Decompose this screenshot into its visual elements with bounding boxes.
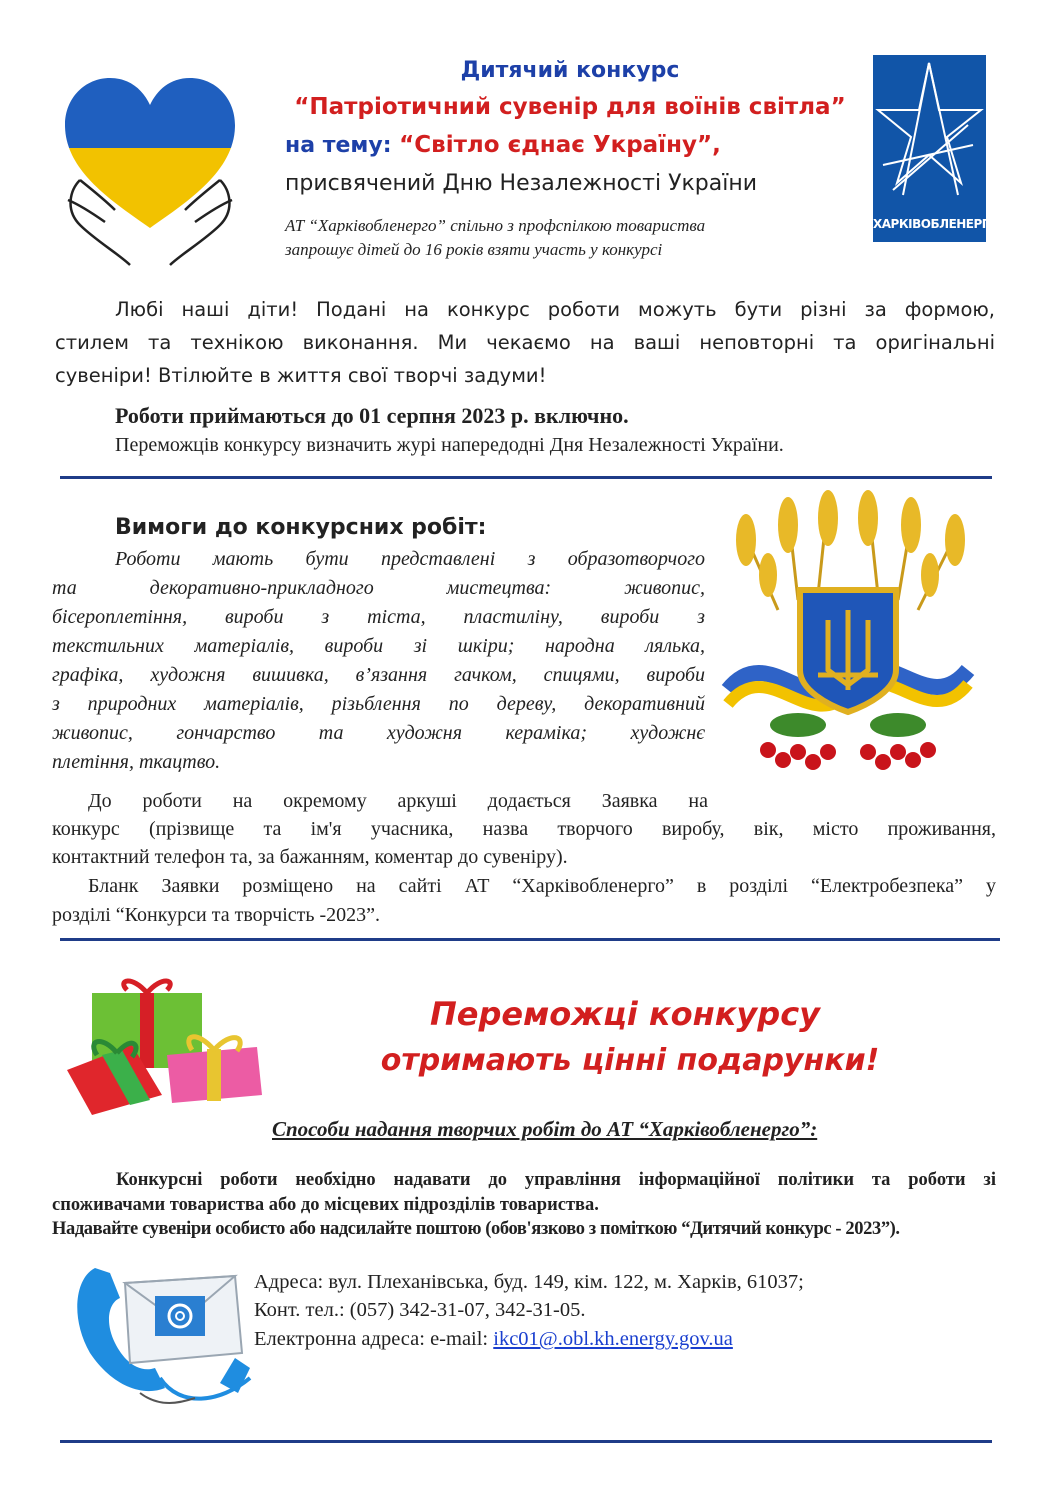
methods-heading: Способи надання творчих робіт до АТ “Харківобленерго”: xyxy=(272,1117,818,1141)
requirements-line: Роботи мають бути представлені з образотворчого xyxy=(115,548,705,570)
gift-boxes-illustration xyxy=(62,975,272,1120)
logo-text: ХАРКІВОБЛЕНЕРГО xyxy=(873,217,999,231)
divider-1 xyxy=(60,476,992,479)
application-line1: До роботи на окремому аркуші додається Заявка на xyxy=(88,790,708,812)
blank-line2: розділі “Конкурси та творчість -2023”. xyxy=(52,904,381,926)
deadline-text: Роботи приймаються до 01 серпня 2023 р. включно. xyxy=(115,403,629,428)
heart-hands-illustration xyxy=(50,60,250,275)
jury-text: Переможців конкурсу визначить журі напередодні Дня Незалежності України. xyxy=(115,434,784,456)
contact-address: Адреса: вул. Плеханівська, буд. 149, кім. 122, м. Харків, 61037; xyxy=(254,1271,804,1293)
application-line2: конкурс (прізвище та ім'я учасника, назва творчого виробу, вік, місто проживання, xyxy=(52,818,996,840)
blank-line1: Бланк Заявки розміщено на сайті АТ “Харківобленерго” в розділі “Електробезпека” у xyxy=(88,875,996,897)
theme-highlight: “Світло єднає Україну”, xyxy=(399,132,721,158)
contact-email-row xyxy=(254,1328,733,1351)
application-line3: контактний телефон та, за бажанням, коментар до сувеніру). xyxy=(52,846,568,868)
company-logo xyxy=(873,55,999,242)
requirements-line: плетіння, ткацтво. xyxy=(52,751,221,773)
intro-line1: Любі наші діти! Подані на конкурс роботи можуть бути різні за формою, xyxy=(115,298,995,321)
methods-line2: споживачами товариства або до місцевих підрозділів товариства. xyxy=(52,1195,599,1215)
phone-mail-illustration xyxy=(70,1258,255,1408)
contest-name: “Патріотичний сувенір для воїнів світла” xyxy=(294,94,846,120)
requirements-line: живопис, гончарство та художня кераміка; художнє xyxy=(52,722,705,744)
contact-phone: Конт. тел.: (057) 342-31-07, 342-31-05. xyxy=(254,1299,586,1321)
methods-line3: Надавайте сувеніри особисто або надсилайте поштою (обов'язково з поміткою “Дитячий конкурс - 2023”). xyxy=(52,1219,900,1239)
organizer-line2: запрошує дітей до 16 років взяти участь у конкурсі xyxy=(285,240,663,259)
divider-3 xyxy=(60,1440,992,1443)
contest-title: Дитячий конкурс xyxy=(460,58,680,83)
power-star-icon xyxy=(873,55,986,205)
intro-line2: стилем та технікою виконання. Ми чекаємо на ваші неповторні та оригінальні xyxy=(55,331,995,354)
contest-dedication: присвячений Дню Незалежності України xyxy=(285,171,758,196)
organizer-line1: АТ “Харківобленерго” спільно з профспілкою товариства xyxy=(285,216,706,235)
prizes-line1: Переможці конкурсу xyxy=(429,995,821,1033)
intro-line3: сувеніри! Втілюйте в життя свої творчі задуми! xyxy=(55,364,547,387)
coat-of-arms-embroidery xyxy=(708,490,988,788)
contest-theme xyxy=(285,132,845,158)
requirements-line: та декоративно-прикладного мистецтва: живопис, xyxy=(52,577,705,599)
prizes-line2: отримають цінні подарунки! xyxy=(380,1043,880,1078)
requirements-line: бісероплетіння, вироби з тіста, пластиліну, вироби з xyxy=(52,606,705,628)
divider-2 xyxy=(60,938,1000,941)
email-link[interactable]: ikc01@.obl.kh.energy.gov.ua xyxy=(493,1328,733,1350)
email-label: Електронна адреса: e-mail: xyxy=(254,1328,494,1350)
theme-prefix: на тему: xyxy=(285,133,400,158)
methods-line1: Конкурсні роботи необхідно надавати до управління інформаційної політики та роботи зі xyxy=(116,1170,996,1190)
requirements-line: текстильних матеріалів, вироби зі шкіри; народна лялька, xyxy=(52,635,705,657)
requirements-heading: Вимоги до конкурсних робіт: xyxy=(115,515,487,540)
requirements-line: з природних матеріалів, різьблення по дереву, декоративний xyxy=(52,693,705,715)
requirements-line: графіка, художня вишивка, в’язання гачком, спицями, вироби xyxy=(52,664,705,686)
